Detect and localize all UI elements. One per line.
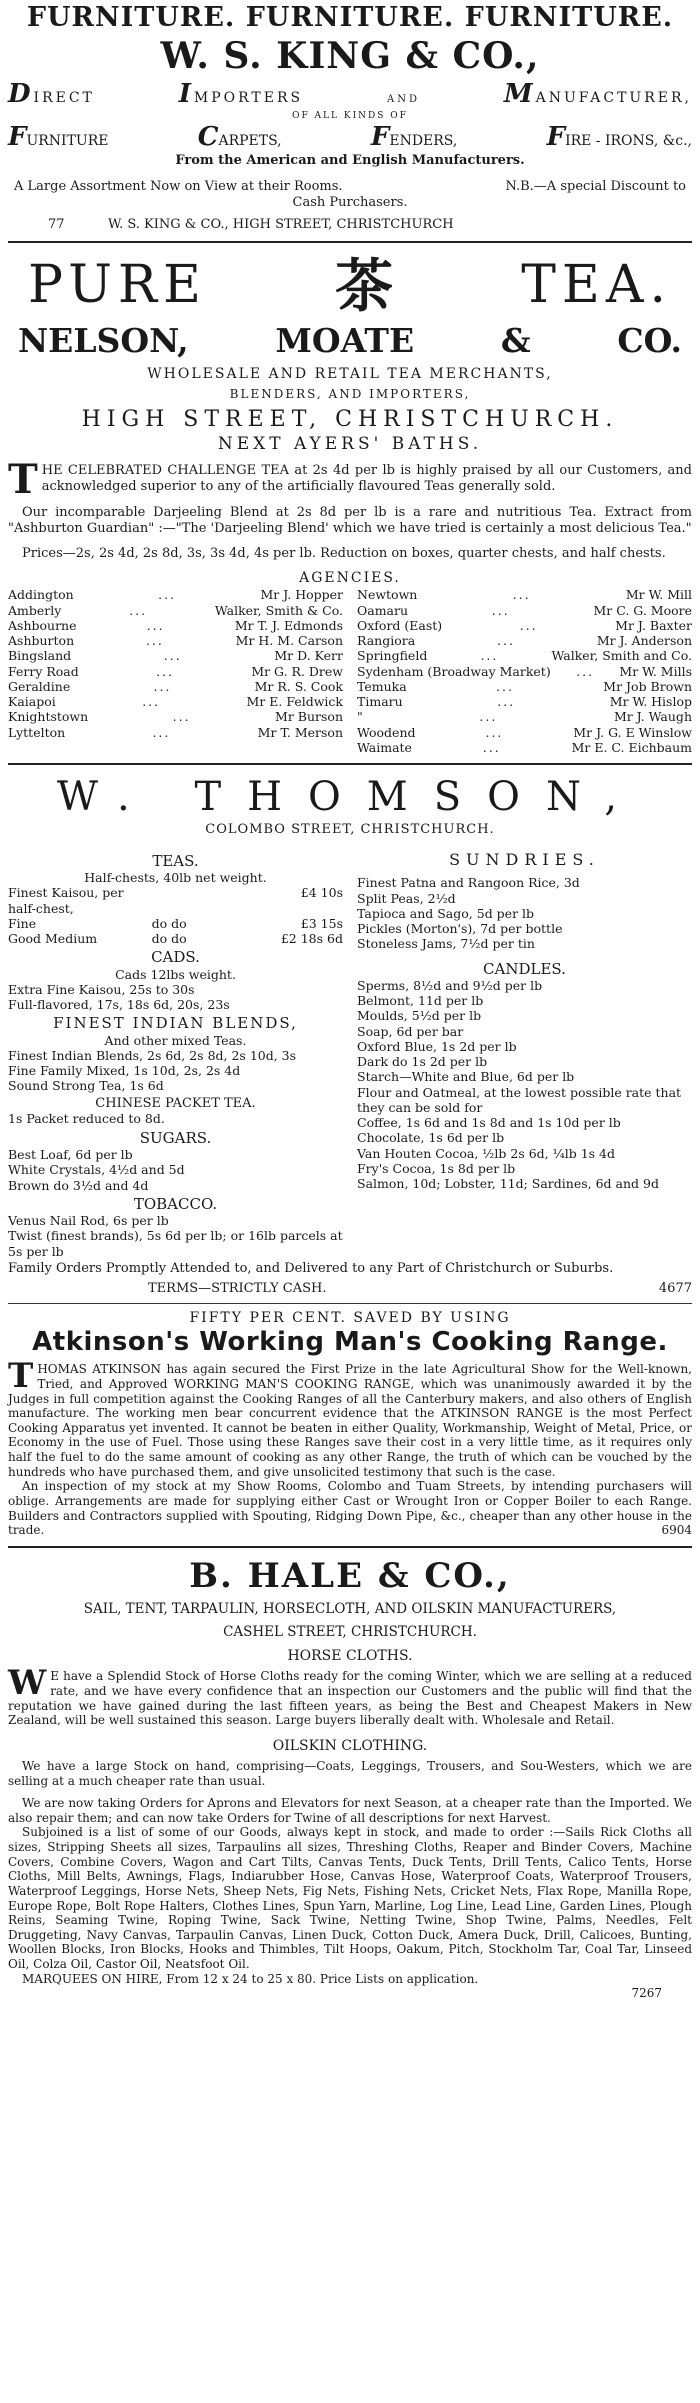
atkinson-fifty: FIFTY PER CENT. SAVED BY USING	[189, 1309, 511, 1326]
tea-price-cell: Fine	[8, 915, 37, 931]
leader-dots: ...	[145, 633, 164, 649]
agency-town: Geraldine	[8, 678, 71, 694]
agency-row	[8, 725, 343, 740]
candle-line: Starch—White and Blue, 6d per lb	[357, 1069, 575, 1085]
furniture-ref: 77	[48, 216, 65, 232]
sundry-line: Pickles (Morton's), 7d per bottle	[357, 921, 563, 936]
atkinson-ad	[8, 1310, 692, 1538]
leader-dots: ...	[485, 724, 504, 740]
agency-town: Timaru	[357, 694, 403, 710]
sugar-line: White Crystals, 4½d and 5d	[8, 1162, 185, 1178]
horse-title: HORSE CLOTHS.	[287, 1648, 413, 1665]
agencies-table	[8, 587, 692, 755]
candle-line: Oxford Blue, 1s 2d per lb	[357, 1038, 517, 1054]
hale-name: B. HALE & CO.,	[189, 1555, 511, 1596]
leader-dots: ...	[163, 648, 182, 664]
word-fire-irons: FIRE - IRONS, &c.,	[546, 121, 692, 152]
leader-dots: ...	[480, 648, 499, 664]
candle-line: Chocolate, 1s 6d per lb	[357, 1130, 505, 1146]
agency-town: Bingsland	[8, 648, 72, 664]
agency-agent: Mr J. Hopper	[260, 587, 343, 603]
agency-agent: Mr Burson	[275, 709, 343, 725]
leader-dots: ...	[497, 633, 515, 649]
leader-dots: ...	[142, 694, 161, 710]
firm-word: CO.	[617, 321, 682, 361]
word-fenders: FENDERS,	[370, 121, 458, 152]
word-manufacturer: MANUFACTURER,	[503, 78, 692, 109]
leader-dots: ...	[172, 709, 191, 725]
para-text: HOMAS ATKINSON has again secured the First Prize in the late Agricultural Show for the Well-known, Tried, and Approved WORKING MAN'S COOKING RANGE, which was unanimously awarded it by the Judges in full competition against the Cooking Ranges of all the Canterbury makers, and also others of English manufacture. The working men bear concurrent evidence that the ATKINSON RANGE is the most Perfect Cooking Apparatus yet invented. It cannot be beaten in either Quality, Workmanship, Weight of Metal, Price, or Economy in the use of Fuel. Those using these Ranges save their cost in a very little time, as it requires only half the fuel to do the same amount of cooking as any other Range, the truth of which can be vouched by the hundreds who have purchased them, and give unsolicited testimony that such is the case.	[8, 1362, 692, 1479]
firm-word: &	[500, 321, 531, 361]
agency-row	[357, 709, 692, 724]
finest-indian-title: FINEST INDIAN BLENDS,	[53, 1014, 298, 1033]
thomson-family: Family Orders Promptly Attended to, and Delivered to any Part of Christchurch or Suburbs.	[8, 1260, 614, 1276]
agencies-title: AGENCIES.	[299, 570, 401, 587]
atkinson-title: Atkinson's Working Man's Cooking Range.	[32, 1326, 668, 1357]
leader-dots: ...	[519, 617, 538, 633]
tea-price-cell: £3 15s	[300, 915, 343, 931]
agency-town: Sydenham (Broadway Market)	[357, 663, 551, 679]
horse-body	[8, 1663, 692, 1728]
divider	[8, 241, 692, 243]
tea-price-rows	[8, 885, 343, 946]
agency-town: Woodend	[357, 724, 416, 740]
tea-price-row	[8, 931, 343, 946]
furniture-assortment-row	[8, 179, 692, 195]
tea-price-cell: Good Medium	[8, 931, 98, 947]
agency-row	[357, 587, 692, 602]
tea-para-challenge	[8, 455, 692, 503]
agency-town: Newtown	[357, 587, 418, 603]
leader-dots: ...	[146, 617, 165, 633]
tea-blenders: BLENDERS, AND IMPORTERS,	[229, 386, 471, 401]
candle-lines	[357, 978, 692, 1192]
indian-line: Fine Family Mixed, 1s 10d, 2s, 2s 4d	[8, 1063, 241, 1079]
orders-body: We are now taking Orders for Aprons and Elevators for next Season, at a cheaper rate than the Imported. We also repair them; and can now take Orders for Twine of all descriptions for next Harvest.	[8, 1796, 692, 1825]
candle-line: Soap, 6d per bar	[357, 1023, 464, 1039]
candle-line: Coffee, 1s 6d and 1s 8d and 1s 10d per lb	[357, 1115, 621, 1131]
agency-row	[8, 618, 343, 633]
thomson-name: W. THOMSON,	[56, 774, 644, 821]
agency-row	[357, 740, 692, 755]
thomson-street: COLOMBO STREET, CHRISTCHURCH.	[205, 821, 495, 837]
leader-dots: ...	[153, 678, 172, 694]
tea-wholesale: WHOLESALE AND RETAIL TEA MERCHANTS,	[147, 365, 553, 382]
oilskin-body: We have a large Stock on hand, comprising—Coats, Leggings, Trousers, and Sou-Westers, which we are selling at a much cheaper rate than usual.	[8, 1758, 692, 1788]
candles-title: CANDLES.	[483, 959, 566, 978]
agency-row	[8, 633, 343, 648]
cads-line: Extra Fine Kaisou, 25s to 30s	[8, 981, 195, 997]
leader-dots: ...	[512, 587, 531, 603]
agency-agent: Mr J. Anderson	[596, 633, 692, 649]
tea-next: NEXT AYERS' BATHS.	[217, 434, 483, 455]
word-importers: IMPORTERS	[178, 78, 304, 109]
agency-agent: Mr G. R. Drew	[251, 663, 343, 679]
cads-title: CADS.	[151, 948, 200, 967]
agency-town: Temuka	[357, 678, 407, 694]
chinese-line: 1s Packet reduced to 8d.	[8, 1111, 165, 1127]
halfchests: Half-chests, 40lb net weight.	[84, 870, 267, 886]
agency-row	[8, 694, 343, 709]
agency-row	[8, 648, 343, 663]
leader-dots: ...	[491, 602, 510, 618]
agency-agent: Mr D. Kerr	[274, 648, 343, 664]
oilskin-title: OILSKIN CLOTHING.	[272, 1737, 428, 1754]
thomson-ad	[8, 773, 692, 1296]
tea-character-glyph: 茶	[335, 251, 394, 320]
divider	[8, 763, 692, 765]
candle-line: Van Houten Cocoa, ½lb 2s 6d, ¼lb 1s 4d	[357, 1145, 616, 1161]
agency-row	[357, 618, 692, 633]
sugars-title: SUGARS.	[139, 1128, 212, 1147]
tea-ad	[8, 251, 692, 755]
agency-agent: Mr T. Merson	[257, 724, 343, 740]
tea-price-cell: do do	[151, 931, 187, 947]
agency-agent: Mr H. M. Carson	[235, 633, 343, 649]
tobacco-line: Twist (finest brands), 5s 6d per lb; or 16lb parcels at 5s per lb	[8, 1228, 343, 1259]
atkinson-body	[8, 1356, 692, 1479]
furniture-line2	[8, 122, 692, 154]
cads-line: Full-flavored, 17s, 18s 6d, 20s, 23s	[8, 997, 230, 1013]
leader-dots: ...	[129, 602, 148, 618]
furniture-firm-name: W. S. KING & CO.,	[160, 34, 540, 77]
agency-row	[357, 648, 692, 663]
tea-price-row	[8, 885, 343, 916]
agency-town: Oxford (East)	[357, 617, 443, 633]
agency-agent: Mr W. Hislop	[609, 694, 692, 710]
agency-town: Ferry Road	[8, 663, 79, 679]
cads-weight: Cads 12lbs weight.	[115, 966, 236, 982]
tea-price-cell: £4 10s	[300, 885, 343, 901]
agency-row	[357, 725, 692, 740]
indian-line: Sound Strong Tea, 1s 6d	[8, 1078, 164, 1094]
furniture-nb: N.B.—A special Discount to	[505, 179, 686, 195]
divider	[8, 1303, 692, 1304]
leader-dots: ...	[158, 587, 177, 603]
agency-row	[8, 709, 343, 724]
agency-town: Lyttelton	[8, 724, 66, 740]
agencies-right	[357, 587, 692, 755]
sundries-title: SUNDRIES.	[449, 849, 600, 869]
agency-agent: Walker, Smith & Co.	[214, 602, 343, 618]
agency-agent: Mr E. C. Eichbaum	[571, 739, 692, 755]
sundry-line: Stoneless Jams, 7½d per tin	[357, 936, 535, 952]
agency-town: Springfield	[357, 648, 428, 664]
tea-price-cell	[152, 885, 224, 916]
candle-line: Belmont, 11d per lb	[357, 993, 484, 1009]
agency-town: Ashbourne	[8, 617, 77, 633]
tea-street: HIGH STREET, CHRISTCHURCH.	[81, 407, 619, 433]
agency-row	[8, 603, 343, 618]
of-all-kinds: OF ALL KINDS OF	[292, 110, 408, 121]
para-text: E have a Splendid Stock of Horse Cloths ready for the coming Winter, which we are selling at a reduced rate, and we have every confidence that an inspection our Customers and the public will find that the reputation we have gained during the last fifteen years, as being the Best and Cheapest Makers in New Zealand, will be well sustained this season. Large buyers liberally dealt with. Wholesale and Retail.	[8, 1669, 692, 1728]
drop-cap: T	[8, 1356, 34, 1397]
agency-agent: Mr E. Feldwick	[246, 694, 343, 710]
agency-town: Waimate	[357, 739, 412, 755]
tea-price-row	[8, 916, 343, 931]
tea-word-tea: TEA.	[521, 255, 672, 316]
agency-row	[357, 664, 692, 679]
hale-street: CASHEL STREET, CHRISTCHURCH.	[223, 1623, 477, 1640]
furniture-line1	[8, 79, 692, 111]
thomson-terms: TERMS—STRICTLY CASH.	[148, 1280, 327, 1296]
leader-dots: ...	[497, 694, 516, 710]
atkinson-ref: 6904	[661, 1523, 692, 1538]
drop-cap: T	[8, 455, 38, 503]
agency-agent: Mr W. Mills	[619, 663, 692, 679]
agency-agent: Mr J. Waugh	[613, 709, 692, 725]
agency-row	[357, 633, 692, 648]
tea-para-prices: Prices—2s, 2s 4d, 2s 8d, 3s, 3s 4d, 4s per lb. Reduction on boxes, quarter chests, and half chests.	[22, 546, 666, 562]
agency-agent: Mr R. S. Cook	[254, 678, 343, 694]
agency-agent: Mr W. Mill	[625, 587, 692, 603]
tea-title	[8, 251, 692, 322]
agency-town: Oamaru	[357, 602, 409, 618]
leader-dots: ...	[156, 663, 174, 679]
agency-agent: Walker, Smith and Co.	[551, 648, 692, 664]
furniture-headline: FURNITURE. FURNITURE. FURNITURE.	[26, 2, 674, 33]
agency-agent: Mr T. J. Edmonds	[234, 617, 343, 633]
leader-dots: ...	[152, 724, 171, 740]
leader-dots: ...	[496, 678, 514, 694]
furniture-from: From the American and English Manufacturers.	[175, 153, 525, 169]
para-text: An inspection of my stock at my Show Rooms, Colombo and Tuam Streets, by intending purchasers will oblige. Arrangements are made for supplying either Cast or Wrought Iron or Copper Boiler to each Range. Builders and Contractors supplied with Spouting, Ridging Down Pipe, &c., cheaper than any other house in the trade.	[8, 1479, 692, 1538]
furniture-address: W. S. KING & CO., HIGH STREET, CHRISTCHURCH	[108, 216, 454, 232]
candle-line: Salmon, 10d; Lobster, 11d; Sardines, 6d and 9d	[357, 1176, 659, 1192]
agency-town: Addington	[8, 587, 74, 603]
thomson-ref: 4677	[658, 1280, 692, 1296]
agency-row	[8, 679, 343, 694]
tea-firm-name	[8, 321, 692, 361]
subjoined-body: Subjoined is a list of some of our Goods, always kept in stock, and made to order :—Sails Rick Cloths all sizes, Stripping Sheets all sizes, Tarpaulins all sizes, Threshing Cloths, Reaper and Binder Covers, Machine Covers, Combine Covers, Wagon and Cart Tilts, Canvas Tents, Duck Tents, Drill Tents, Calico Tents, Horse Cloths, Mill Belts, Awnings, Flags, Indiarubber Hose, Canvas Hose, Waterproof Coats, Waterproof Trousers, Waterproof Leggings, Horse Nets, Sheep Nets, Fig Nets, Fishing Nets, Cricket Nets, Flax Rope, Manilla Rope, Europe Rope, Bolt Rope Halters, Clothes Lines, Spun Yarn, Marline, Log Line, Lead Line, Garden Lines, Plough Reins, Seaming Twine, Roping Twine, Sack Twine, Netting Twine, Shop Twine, Palms, Needles, Felt Druggeting, Navy Canvas, Tarpaulin Canvas, Linen Duck, Cotton Duck, Amera Duck, Drill, Calicoes, Bunting, Woollen Blocks, Iron Blocks, Hooks and Thimbles, Tilt Hoops, Oakum, Pitch, Stockholm Tar, Coal Tar, Linseed Oil, Colza Oil, Castor Oil, Neatsfoot Oil.	[8, 1825, 692, 1972]
agency-row	[357, 679, 692, 694]
indian-line: Finest Indian Blends, 2s 6d, 2s 8d, 2s 10d, 3s	[8, 1047, 297, 1063]
agency-town: Rangiora	[357, 633, 416, 649]
thomson-right-column	[357, 850, 692, 1259]
sugar-line: Brown do 3½d and 4d	[8, 1177, 149, 1193]
leader-dots: ...	[482, 739, 501, 755]
divider	[8, 1546, 692, 1548]
sugar-line: Best Loaf, 6d per lb	[8, 1147, 133, 1163]
agency-row	[8, 664, 343, 679]
word-furniture: FURNITURE	[8, 121, 109, 152]
agency-agent: Mr J. G. E Winslow	[573, 724, 692, 740]
word-direct: DIRECT	[8, 78, 95, 109]
drop-cap: W	[8, 1663, 47, 1704]
thomson-terms-row	[8, 1281, 692, 1297]
agency-town: Ashburton	[8, 633, 75, 649]
tea-word-pure: PURE	[28, 255, 208, 316]
firm-word: NELSON,	[18, 321, 189, 361]
sundry-line: Split Peas, 2½d	[357, 890, 456, 906]
agency-agent: Mr C. G. Moore	[593, 602, 692, 618]
word-and: AND	[386, 93, 420, 105]
agency-town: Amberly	[8, 602, 62, 618]
tobacco-line: Venus Nail Rod, 6s per lb	[8, 1213, 169, 1229]
agency-row	[8, 587, 343, 602]
agency-row	[357, 603, 692, 618]
hale-ad	[8, 1556, 692, 2001]
thomson-left-column	[8, 850, 343, 1259]
agency-agent: Mr Job Brown	[603, 678, 692, 694]
candle-line: Sperms, 8½d and 9½d per lb	[357, 977, 543, 993]
agency-town: "	[357, 709, 363, 725]
para-text: HE CELEBRATED CHALLENGE TEA at 2s 4d per lb is highly praised by all our Customers, and acknowledged superior to any of the artificially flavoured Teas generally sold.	[41, 462, 692, 494]
tobacco-title: TOBACCO.	[133, 1194, 218, 1213]
other-mixed: And other mixed Teas.	[104, 1032, 247, 1048]
furniture-address-row	[8, 217, 692, 233]
chinese-title: CHINESE PACKET TEA.	[95, 1095, 256, 1111]
sundry-line: Tapioca and Sago, 5d per lb	[357, 905, 535, 921]
thomson-columns	[8, 850, 692, 1259]
agency-town: Kaiapoi	[8, 694, 56, 710]
agency-town: Knightstown	[8, 709, 89, 725]
leader-dots: ...	[479, 709, 498, 725]
furniture-ad	[8, 2, 692, 233]
furniture-cash: Cash Purchasers.	[292, 194, 408, 210]
sundry-line: Finest Patna and Rangoon Rice, 3d	[357, 875, 580, 891]
word-carpets: CARPETS,	[197, 121, 282, 152]
atkinson-body2	[8, 1479, 692, 1538]
marquees: MARQUEES ON HIRE, From 12 x 24 to 25 x 80. Price Lists on application.	[22, 1971, 479, 1986]
candle-line: Dark do 1s 2d per lb	[357, 1054, 488, 1070]
candle-line: Moulds, 5½d per lb	[357, 1008, 482, 1024]
tea-price-cell: do do	[151, 915, 187, 931]
teas-title: TEAS.	[152, 851, 199, 870]
firm-word: MOATE	[275, 321, 415, 361]
leader-dots: ...	[576, 663, 595, 679]
candle-line: Flour and Oatmeal, at the lowest possible rate that they can be sold for	[357, 1084, 682, 1115]
tea-para-darjeeling: Our incomparable Darjeeling Blend at 2s 8d per lb is a rare and nutritious Tea. Extract from "Ashburton Guardian" :—"The 'Darjeeling Blend' which we have tried is certainly a most delicious Tea."	[8, 504, 692, 536]
agency-row	[357, 694, 692, 709]
furniture-assortment: A Large Assortment Now on View at their Rooms.	[14, 179, 343, 195]
tea-price-cell: £2 18s 6d	[280, 931, 343, 947]
hale-ref: 7267	[631, 1986, 662, 2001]
agencies-left	[8, 587, 343, 755]
agency-agent: Mr J. Baxter	[615, 617, 692, 633]
tea-price-cell: Finest Kaisou, per half-chest,	[8, 885, 124, 916]
candle-line: Fry's Cocoa, 1s 8d per lb	[357, 1160, 516, 1176]
hale-trade: SAIL, TENT, TARPAULIN, HORSECLOTH, AND OILSKIN MANUFACTURERS,	[83, 1601, 617, 1618]
